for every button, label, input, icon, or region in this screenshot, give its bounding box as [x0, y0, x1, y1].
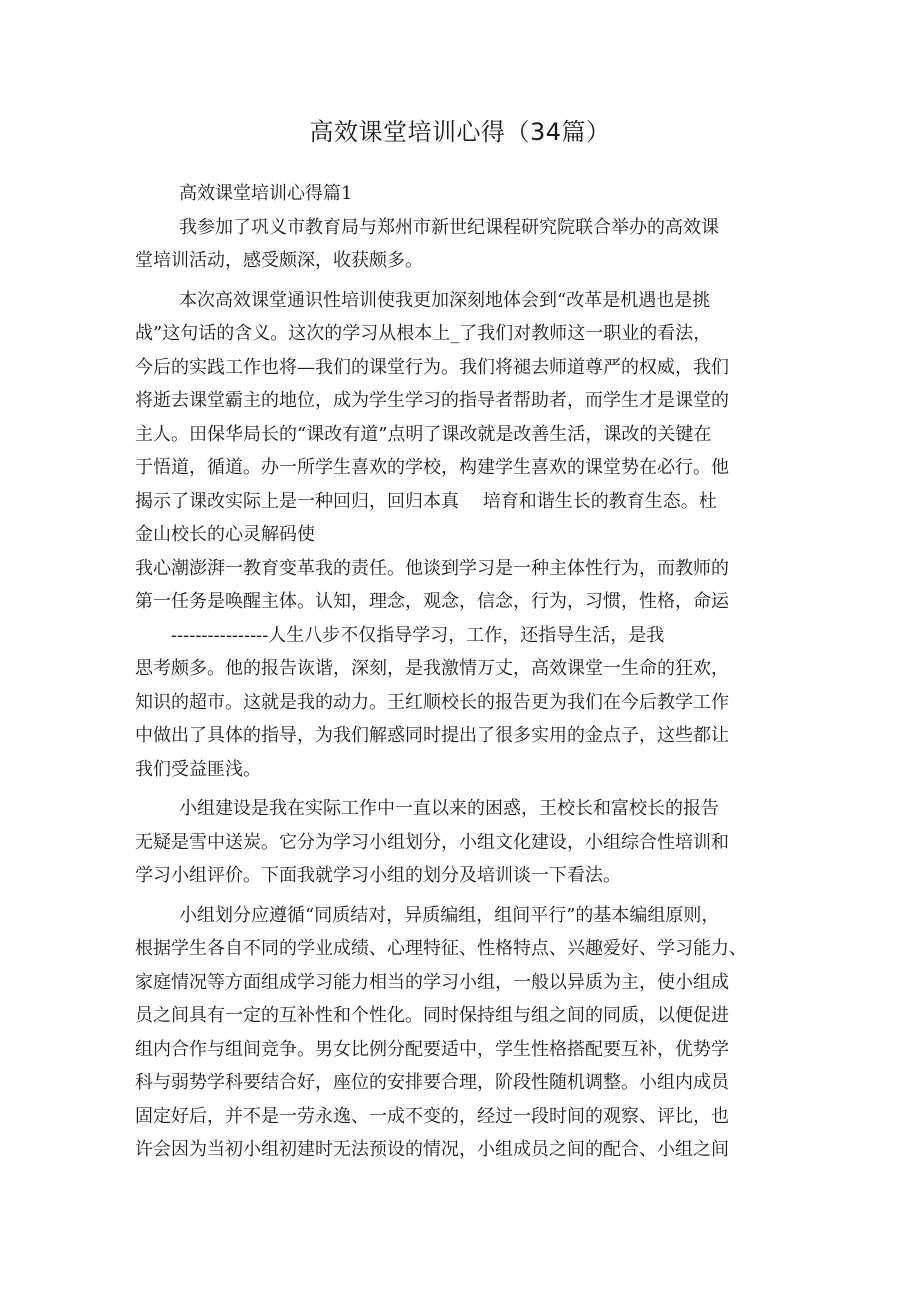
paragraph-line: 知识的超市。这就是我的动力。王红顺校长的报告更为我们在今后教学工作 [135, 691, 729, 713]
paragraph-line: 将逝去课堂霸主的地位，成为学生学习的指导者帮助者，而学生才是课堂的 [135, 390, 729, 411]
paragraph-line: 堂培训活动，感受颇深，收获颇多。 [135, 250, 423, 271]
paragraph-line: 许会因为当初小组初建时无法预设的情况，小组成员之间的配合、小组之间 [135, 1139, 729, 1160]
section-subheading: 高效课堂培训心得篇1 [179, 183, 353, 204]
paragraph-line: 员之间具有一定的互补性和个性化。同时保持组与组之间的同质，以便促进 [135, 1005, 729, 1026]
paragraph-line: 第一任务是唤醒主体。认知，理念，观念，信念，行为，习惯，性格，命运 [135, 591, 729, 612]
paragraph-line: 揭示了课改实际上是一种回归，回归本真 培育和谐生长的教育生态。杜 [135, 490, 717, 512]
paragraph-line: 今后的实践工作也将—我们的课堂行为。我们将褪去师道尊严的权威，我们 [135, 356, 729, 378]
paragraph-line: 我心潮澎湃一教育变革我的责任。他谈到学习是一种主体性行为，而教师的 [135, 557, 729, 579]
paragraph-line: 我们受益匪浅。 [135, 758, 261, 780]
paragraph-line: 组内合作与组间竞争。男女比例分配要适中，学生性格搭配要互补，优势学 [135, 1038, 729, 1060]
paragraph-line: 学习小组评价。下面我就学习小组的划分及培训谈一下看法。 [135, 865, 621, 886]
paragraph-2 [135, 284, 795, 787]
document-body [135, 177, 795, 1167]
paragraph-line: 根据学生各自不同的学业成绩、心理特征、性格特点、兴趣爱好、学习能力、 [135, 938, 747, 959]
paragraph-line: 小组建设是我在实际工作中一直以来的困惑，王校长和富校长的报告 [179, 798, 719, 819]
paragraph-line: 固定好后，并不是一劳永逸、一成不变的，经过一段时间的观察、评比，也 [135, 1105, 729, 1127]
paragraph-line: 于悟道，循道。办一所学生喜欢的学校，构建学生喜欢的课堂势在必行。他 [135, 457, 729, 478]
paragraph-line: 思考颇多。他的报告诙谐，深刻，是我激情万丈，高效课堂一生命的狂欢， [135, 658, 729, 679]
paragraph-line: 小组划分应遵循“同质结对，异质编组，组间平行”的基本编组原则， [179, 904, 720, 926]
paragraph-line: 中做出了具体的指导，为我们解惑同时提出了很多实用的金点子，这些都让 [135, 725, 729, 746]
paragraph-line: 战”这句话的含义。这次的学习从根本上_了我们对教师这一职业的看法， [135, 323, 712, 344]
paragraph-line: 本次高效课堂通识性培训使我更加深刻地体会到“改革是机遇也是挑 [179, 289, 711, 311]
paragraph-line: 金山校长的心灵解码使 [135, 524, 315, 545]
paragraph-line: 我参加了巩义市教育局与郑州市新世纪课程研究院联合举办的高效课 [179, 216, 719, 238]
paragraph-line: 无疑是雪中送炭。它分为学习小组划分，小组文化建设，小组综合性培训和 [135, 831, 729, 853]
paragraph-1 [135, 211, 795, 278]
paragraph-3 [135, 792, 795, 893]
document-title: 高效课堂培训心得（34篇） [309, 118, 611, 146]
paragraph-line: 主人。田保华局长的“课改有道”点明了课改就是改善生活，课改的关键在 [135, 423, 712, 445]
paragraph-4 [135, 899, 795, 1167]
paragraph-line: ----------------人生八步不仅指导学习，工作，还指导生活，是我 [135, 624, 665, 646]
paragraph-line: 家庭情况等方面组成学习能力相当的学习小组，一般以异质为主，使小组成 [135, 971, 729, 993]
paragraph-line: 科与弱势学科要结合好，座位的安排要合理，阶段性随机调整。小组内成员 [135, 1072, 729, 1093]
